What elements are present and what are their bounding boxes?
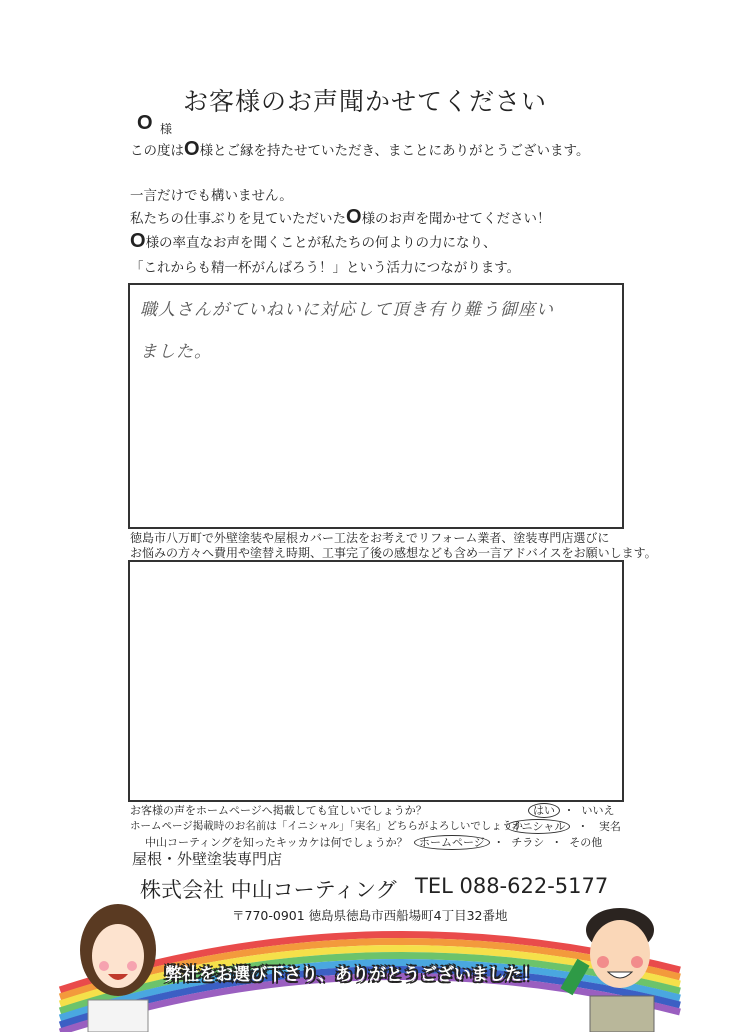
handwritten-answer-line-1: 職人さんがていねいに対応して頂き有り難う御座い xyxy=(140,300,554,320)
intro-line-2 xyxy=(130,206,551,229)
sama-label: 様 xyxy=(160,122,173,136)
intro-line-4: 「これからも精一杯がんばろう！」という活力につながります。 xyxy=(130,260,521,276)
option-flyer[interactable]: チラシ xyxy=(511,836,545,849)
company-name: 株式会社 中山コーティング xyxy=(140,878,397,902)
company-address: 〒770-0901 徳島県徳島市西船場町4丁目32番地 xyxy=(232,908,508,923)
option-homepage[interactable]: ホームページ xyxy=(414,835,490,850)
option-real-name[interactable]: 実名 xyxy=(598,820,621,833)
greeting-prefix: この度は xyxy=(130,143,184,159)
survey-q2: ホームページ掲載時のお名前は「イニシャル」「実名」どちらがよろしいでしょうか xyxy=(130,820,523,832)
option-yes[interactable]: はい xyxy=(528,803,560,818)
option-other[interactable]: その他 xyxy=(569,836,603,849)
company-tel: TEL 088-622-5177 xyxy=(415,874,609,898)
customer-initial: O xyxy=(184,138,200,160)
intro-line-3-suffix: 様の率直なお声を聞くことが私たちの何よりの力になり、 xyxy=(145,235,497,251)
man-character-illustration xyxy=(560,908,654,1032)
survey-q1-options: はい ・ いいえ xyxy=(528,802,615,818)
question2-line-2: お悩みの方々へ費用や塗替え時期、工事完了後の感想なども含め一言アドバイスをお願いします。 xyxy=(130,546,657,560)
page-title: お客様のお声聞かせてください xyxy=(182,87,547,116)
intro-line-1: 一言だけでも構いません。 xyxy=(130,188,293,204)
intro-line-2-prefix: 私たちの仕事ぶりを見ていただいた xyxy=(130,211,346,227)
answer-box-2[interactable] xyxy=(128,560,624,802)
option-no[interactable]: いいえ xyxy=(581,804,615,817)
greeting-suffix: 様とご縁を持たせていただき、まことにありがとうございます。 xyxy=(199,143,590,159)
survey-q1: お客様の声をホームページへ掲載しても宜しいでしょうか？ xyxy=(130,804,427,817)
customer-initial: O xyxy=(137,112,153,134)
intro-line-3 xyxy=(130,230,497,253)
survey-q3: 中山コーティングを知ったキッカケは何でしょうか？ xyxy=(145,836,408,849)
customer-initial: O xyxy=(346,206,362,228)
specialty-label: 屋根・外壁塗装専門店 xyxy=(132,850,283,868)
survey-q3-options: ホームページ ・ チラシ ・ その他 xyxy=(414,834,602,850)
handwritten-answer-line-2: ました。 xyxy=(140,342,212,362)
question2-line-1: 徳島市八万町で外壁塗装や屋根カバー工法をお考えでリフォーム業者、塗装専門店選びに xyxy=(130,531,610,545)
greeting-line xyxy=(130,138,589,161)
thank-you-banner-text: 弊社をお選び下さり、ありがとうございました！ xyxy=(165,965,539,985)
answer-box-1[interactable] xyxy=(128,283,624,529)
customer-initial: O xyxy=(130,230,146,252)
survey-q2-options: イニシャル ・ 実名 xyxy=(506,818,621,834)
intro-line-2-suffix: 様のお声を聞かせてください！ xyxy=(361,211,551,227)
woman-character-illustration xyxy=(80,904,156,1032)
option-initial[interactable]: イニシャル xyxy=(506,819,570,834)
